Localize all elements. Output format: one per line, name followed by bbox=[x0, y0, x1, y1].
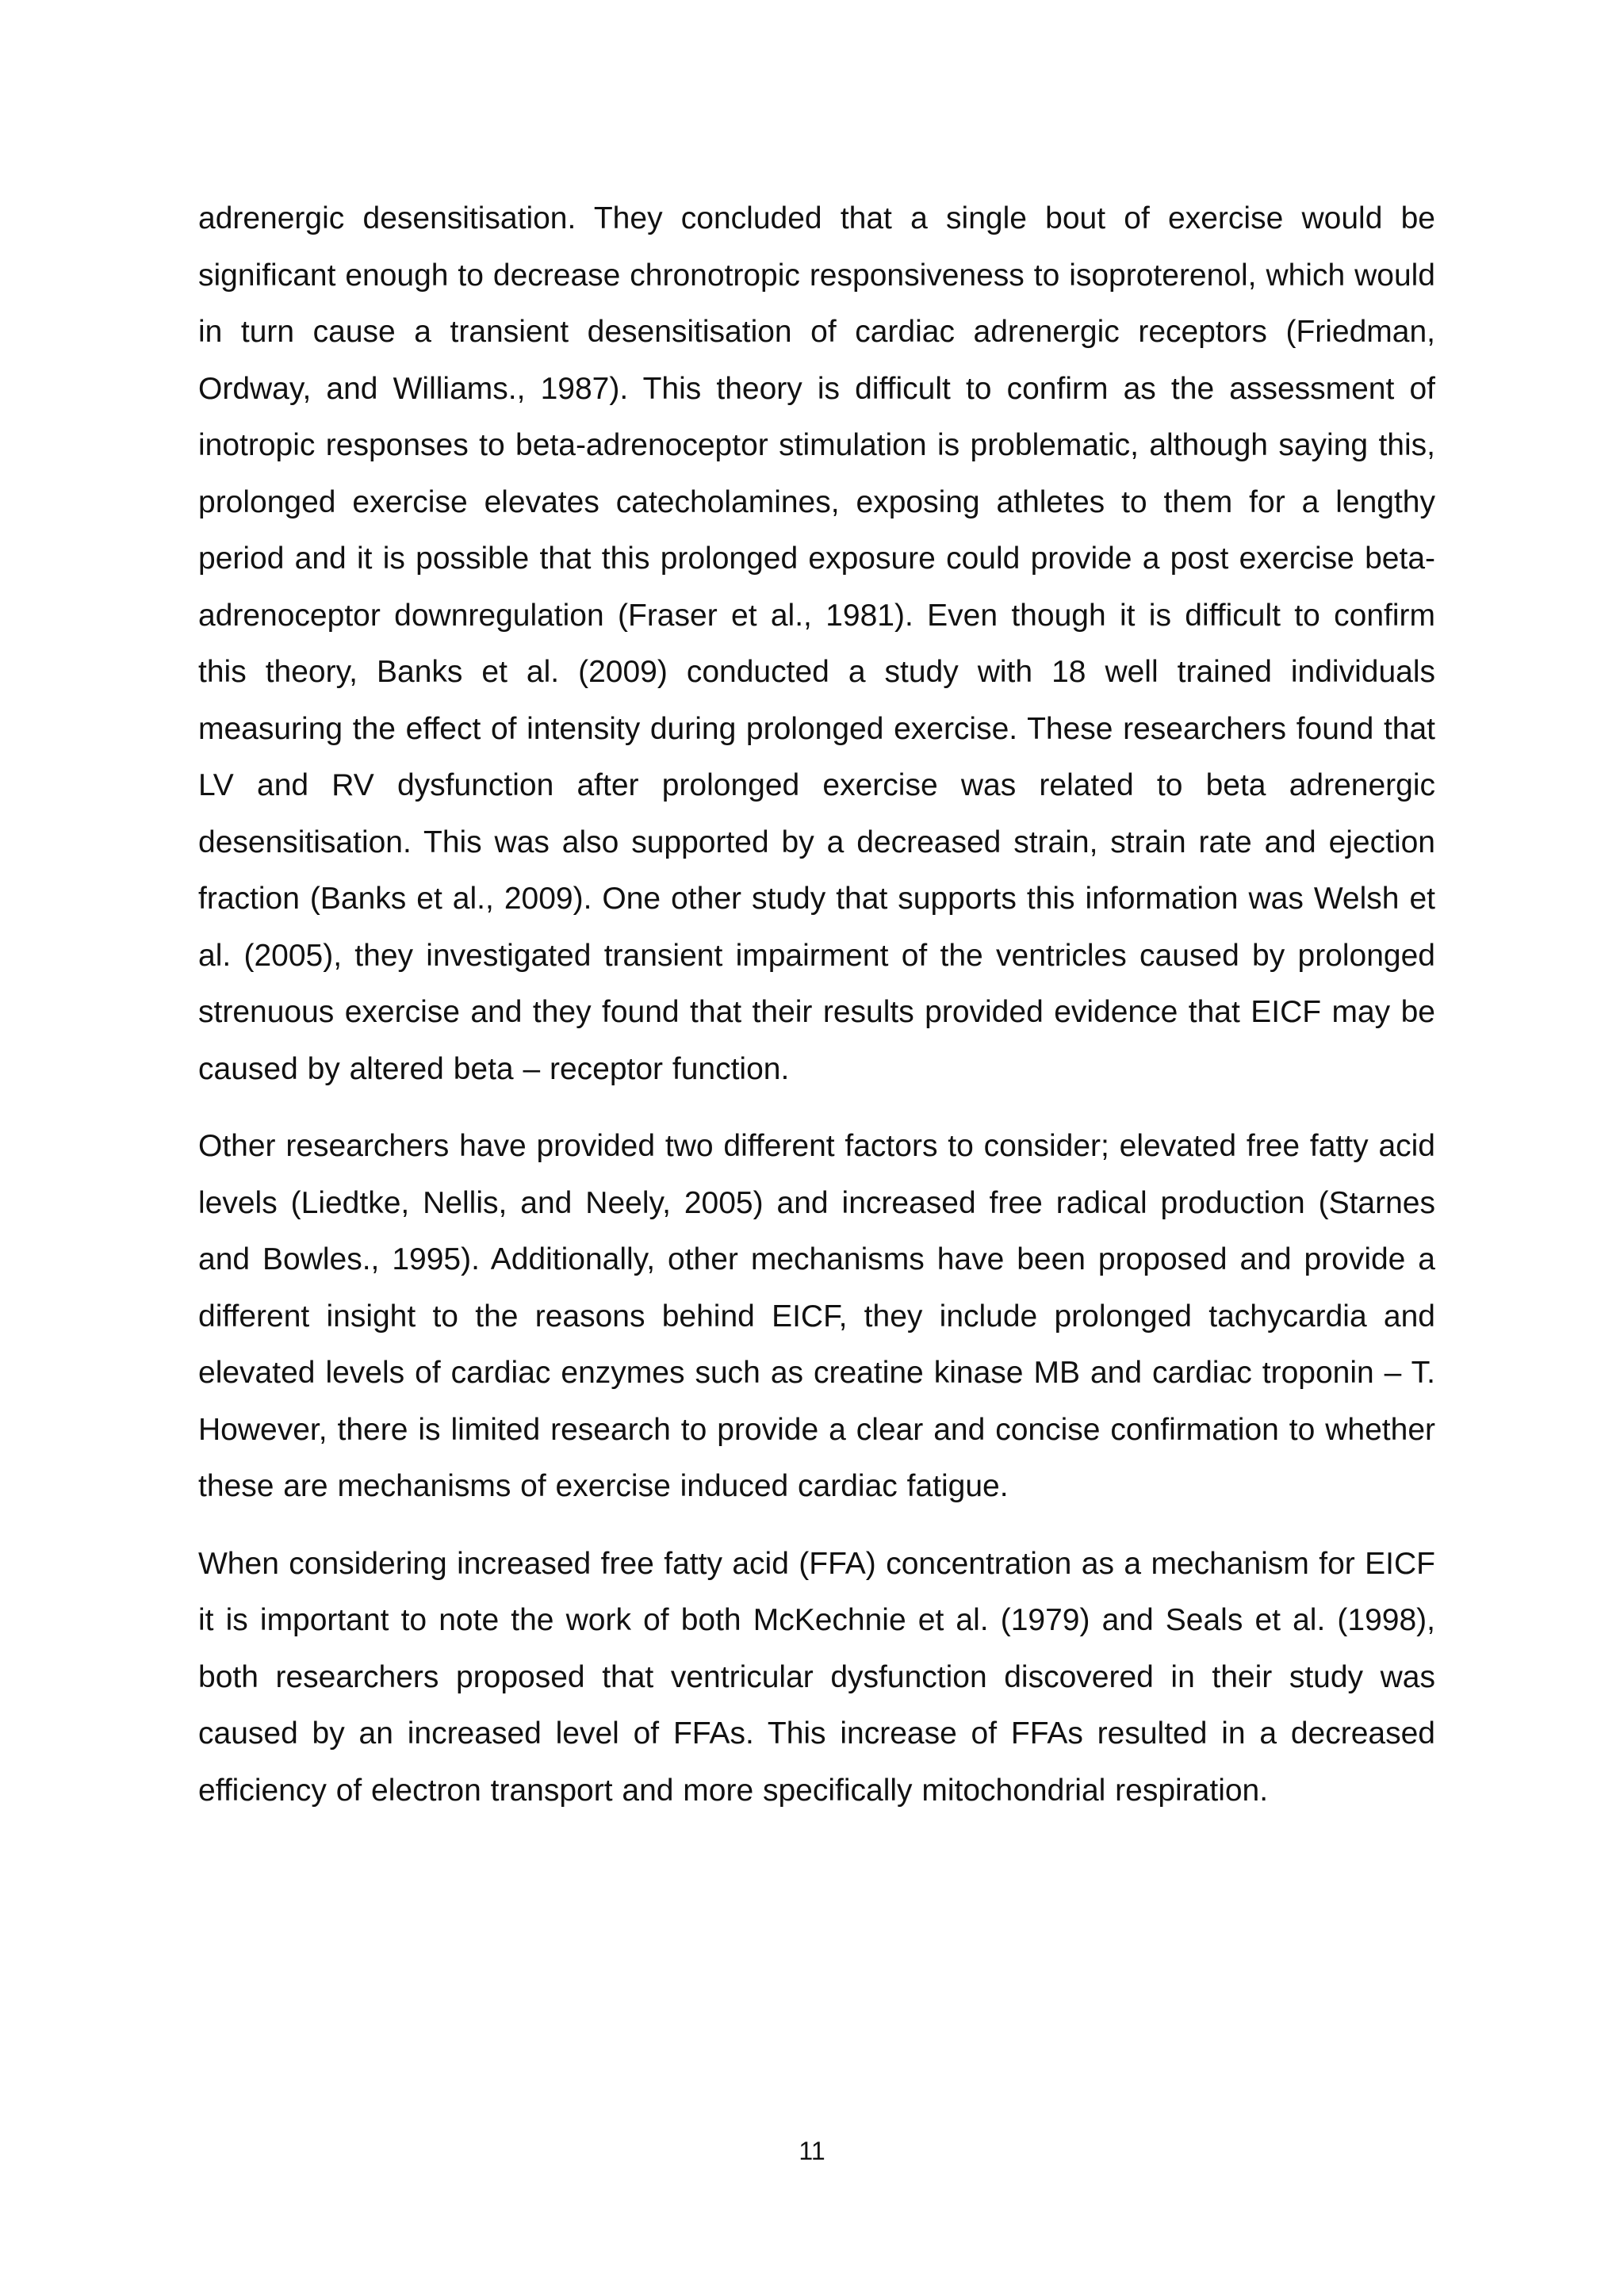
page-number: 11 bbox=[799, 2137, 825, 2165]
paragraph-beta-adrenergic: adrenergic desensitisation. They concluded that a single bout of exercise would be significant enough to decrease chronotropic responsiveness to isoproterenol, which would in turn cause a transient desensitisation of cardiac adrenergic receptors (Friedman, Ordway, and Williams., 1987). This theory is difficult to confirm as the assessment of inotropic responses to beta-adrenoceptor stimulation is problematic, although saying this, prolonged exercise elevates catecholamines, exposing athletes to them for a lengthy period and it is possible that this prolonged exposure could provide a post exercise beta-adrenoceptor downregulation (Fraser et al., 1981). Even though it is difficult to confirm this theory, Banks et al. (2009) conducted a study with 18 well trained individuals measuring the effect of intensity during prolonged exercise. These researchers found that LV and RV dysfunction after prolonged exercise was related to beta adrenergic desensitisation. This was also supported by a decreased strain, strain rate and ejection fraction (Banks et al., 2009). One other study that supports this information was Welsh et al. (2005), they investigated transient impairment of the ventricles caused by prolonged strenuous exercise and they found that their results provided evidence that EICF may be caused by altered beta – receptor function. bbox=[198, 201, 1435, 1086]
body-text bbox=[198, 190, 1435, 1839]
paragraph-other-factors: Other researchers have provided two different factors to consider; elevated free fatty acid levels (Liedtke, Nellis, and Neely, 2005) and increased free radical production (Starnes and Bowles., 1995). Additionally, other mechanisms have been proposed and provide a different insight to the reasons behind EICF, they include prolonged tachycardia and elevated levels of cardiac enzymes such as creatine kinase MB and cardiac troponin – T. However, there is limited research to provide a clear and concise confirmation to whether these are mechanisms of exercise induced cardiac fatigue. bbox=[198, 1129, 1435, 1503]
paragraph-free-fatty-acid: When considering increased free fatty acid (FFA) concentration as a mechanism for EICF it is important to note the work of both McKechnie et al. (1979) and Seals et al. (1998), both researchers proposed that ventricular dysfunction discovered in their study was caused by an increased level of FFAs. This increase of FFAs resulted in a decreased efficiency of electron transport and more specifically mitochondrial respiration. bbox=[198, 1546, 1435, 1808]
